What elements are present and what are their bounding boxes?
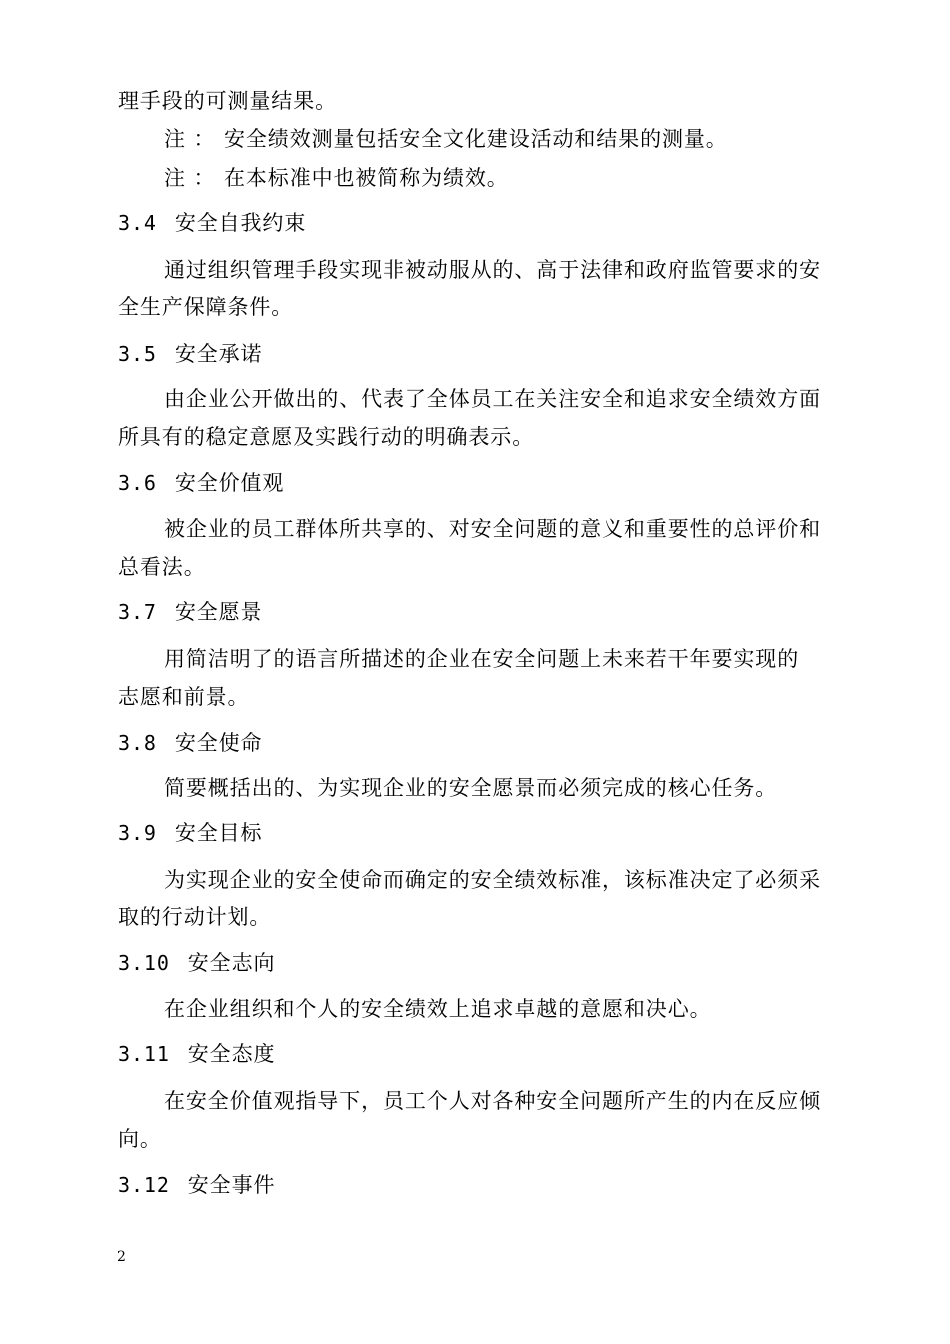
section-heading-3-7 [118,597,838,627]
section-number: 3.6 [118,471,157,495]
note-text: 在本标准中也被简称为绩效。 [224,166,509,190]
section-heading-3-4 [118,208,838,238]
section-number: 3.5 [118,342,157,366]
paragraph-continuation: 理手段的可测量结果。 [118,89,337,113]
section-heading-3-9 [118,818,838,848]
section-title: 安全使命 [174,731,263,755]
definition-line: 在安全价值观指导下，员工个人对各种安全问题所产生的内在反应倾 [164,1089,821,1113]
definition-line: 志愿和前景。 [118,685,250,709]
section-number: 3.4 [118,211,157,235]
section-heading-3-11 [118,1039,838,1069]
definition-line: 在企业组织和个人的安全绩效上追求卓越的意愿和决心。 [164,997,712,1021]
section-number: 3.12 [118,1173,170,1197]
section-heading-3-5 [118,339,838,369]
section-number: 3.10 [118,951,170,975]
section-title: 安全目标 [174,821,263,845]
section-title: 安全价值观 [174,471,285,495]
section-title: 安全自我约束 [174,211,307,235]
section-title: 安全志向 [187,951,276,975]
section-number: 3.7 [118,600,157,624]
definition-line: 向。 [118,1127,162,1151]
page-number: 2 [117,1249,126,1265]
section-heading-3-6 [118,468,838,498]
definition-line: 取的行动计划。 [118,905,272,929]
note-2 [164,163,884,193]
note-label: 注 ： [164,127,216,151]
definition-line: 通过组织管理手段实现非被动服从的、高于法律和政府监管要求的安 [164,258,821,282]
definition-line: 全生产保障条件。 [118,295,294,319]
note-label: 注 ： [164,166,216,190]
section-title: 安全愿景 [174,600,263,624]
section-title: 安全事件 [187,1173,276,1197]
definition-line: 为实现企业的安全使命而确定的安全绩效标准，该标准决定了必须采 [164,868,821,892]
section-title: 安全态度 [187,1042,276,1066]
section-title: 安全承诺 [174,342,263,366]
note-text: 安全绩效测量包括安全文化建设活动和结果的测量。 [224,127,728,151]
section-heading-3-12 [118,1170,838,1200]
definition-line: 由企业公开做出的、代表了全体员工在关注安全和追求安全绩效方面 [164,387,821,411]
definition-line: 用简洁明了的语言所描述的企业在安全问题上未来若干年要实现的 [164,647,800,671]
section-heading-3-10 [118,948,838,978]
note-1 [164,124,884,154]
section-number: 3.11 [118,1042,170,1066]
section-number: 3.9 [118,821,157,845]
definition-line: 被企业的员工群体所共享的、对安全问题的意义和重要性的总评价和 [164,517,821,541]
definition-line: 简要概括出的、为实现企业的安全愿景而必须完成的核心任务。 [164,776,778,800]
section-heading-3-8 [118,728,838,758]
section-number: 3.8 [118,731,157,755]
definition-line: 所具有的稳定意愿及实践行动的明确表示。 [118,425,535,449]
definition-line: 总看法。 [118,555,206,579]
